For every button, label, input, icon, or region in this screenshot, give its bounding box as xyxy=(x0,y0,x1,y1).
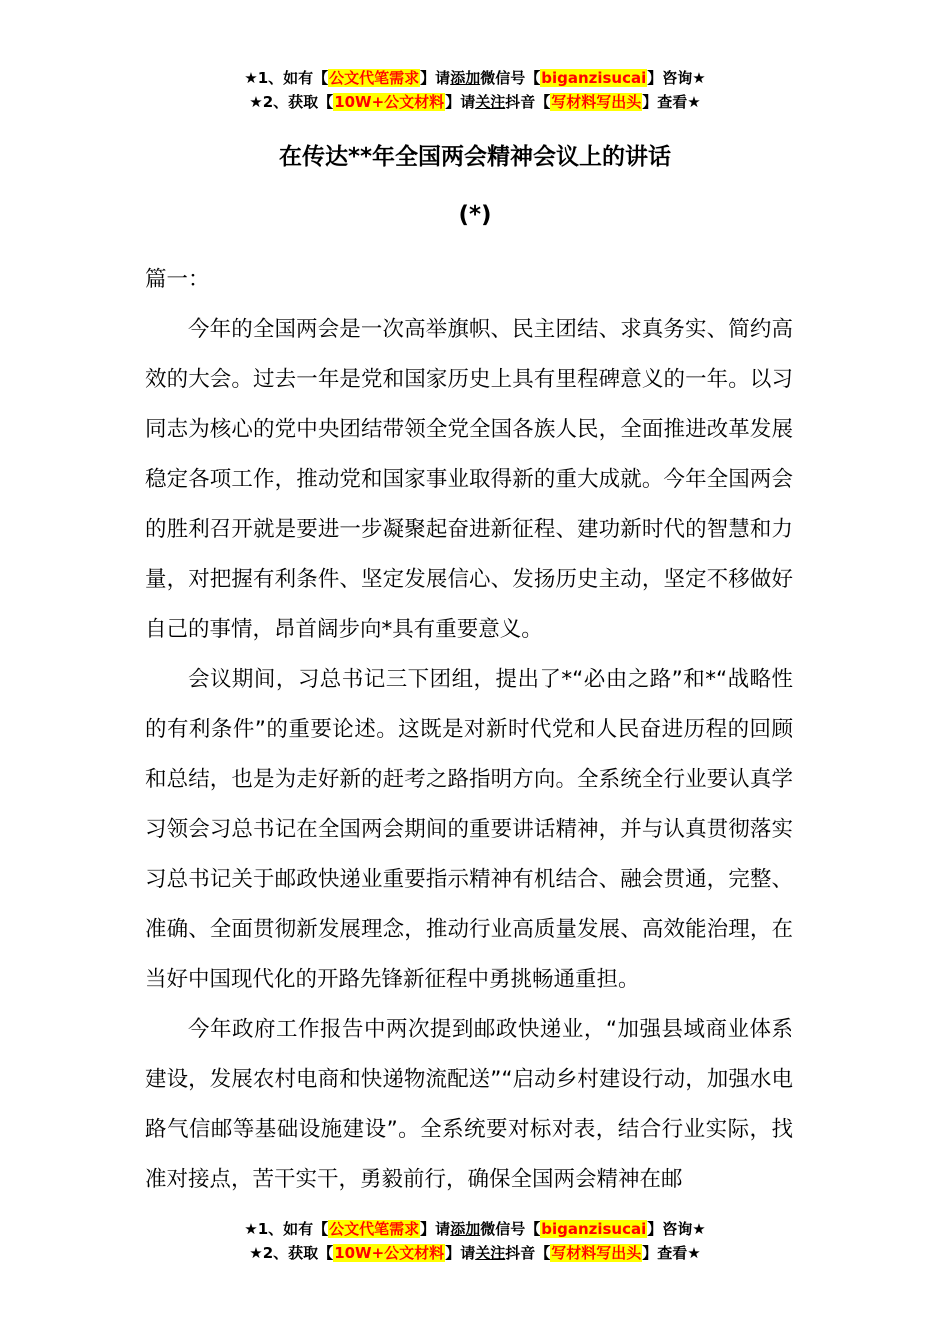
document-subtitle: (*) xyxy=(458,202,492,228)
section-label: 篇一： xyxy=(145,267,210,292)
ad-line-1: ★1、如有【公文代笔需求】请添加微信号【biganzisucai】咨询★ xyxy=(244,69,706,87)
ad-highlight: 公文代笔需求 xyxy=(329,1220,420,1238)
paragraph-3: 今年政府工作报告中两次提到邮政快递业，“加强县域商业体系建设，发展农村电商和快递物流配送”“启动乡村建设行动，加强水电路气信邮等基础设施建设”。全系统要对标对表，结合行业实际，找准对接点，苦干实干，勇毅前行，确保全国两会精神在邮 xyxy=(145,1017,793,1192)
ad-wechat-id: biganzisucai xyxy=(541,1220,647,1238)
ad-line-2: ★2、获取【10W+公文材料】请关注抖音【写材料写出头】查看★ xyxy=(249,93,701,111)
ad-line-2: ★2、获取【10W+公文材料】请关注抖音【写材料写出头】查看★ xyxy=(249,1244,701,1262)
ad-banner-bottom xyxy=(0,1217,950,1265)
ad-douyin-id: 写材料写出头 xyxy=(551,93,642,111)
ad-highlight: 10W+公文材料 xyxy=(334,1244,445,1262)
ad-line-1: ★1、如有【公文代笔需求】请添加微信号【biganzisucai】咨询★ xyxy=(244,1220,706,1238)
document-title: 在传达**年全国两会精神会议上的讲话 xyxy=(278,144,672,170)
ad-highlight: 公文代笔需求 xyxy=(329,69,420,87)
paragraph-2: 会议期间，习总书记三下团组，提出了*“必由之路”和*“战略性的有利条件”的重要论述。这既是对新时代党和人民奋进历程的回顾和总结，也是为走好新的赶考之路指明方向。全系统全行业要认真学习领会习总书记在全国两会期间的重要讲话精神，并与认真贯彻落实习总书记关于邮政快递业重要指示精神有机结合、融会贯通，完整、准确、全面贯彻新发展理念，推动行业高质量发展、高效能治理，在当好中国现代化的开路先锋新征程中勇挑畅通重担。 xyxy=(145,667,793,992)
ad-douyin-id: 写材料写出头 xyxy=(551,1244,642,1262)
document-body xyxy=(145,255,793,1205)
ad-banner-top xyxy=(0,66,950,114)
paragraph-1: 今年的全国两会是一次高举旗帜、民主团结、求真务实、简约高效的大会。过去一年是党和国家历史上具有里程碑意义的一年。以习同志为核心的党中央团结带领全党全国各族人民，全面推进改革发展稳定各项工作，推动党和国家事业取得新的重大成就。今年全国两会的胜利召开就是要进一步凝聚起奋进新征程、建功新时代的智慧和力量，对把握有利条件、坚定发展信心、发扬历史主动，坚定不移做好自己的事情，昂首阔步向*具有重要意义。 xyxy=(145,317,793,642)
ad-highlight: 10W+公文材料 xyxy=(334,93,445,111)
ad-wechat-id: biganzisucai xyxy=(541,69,647,87)
